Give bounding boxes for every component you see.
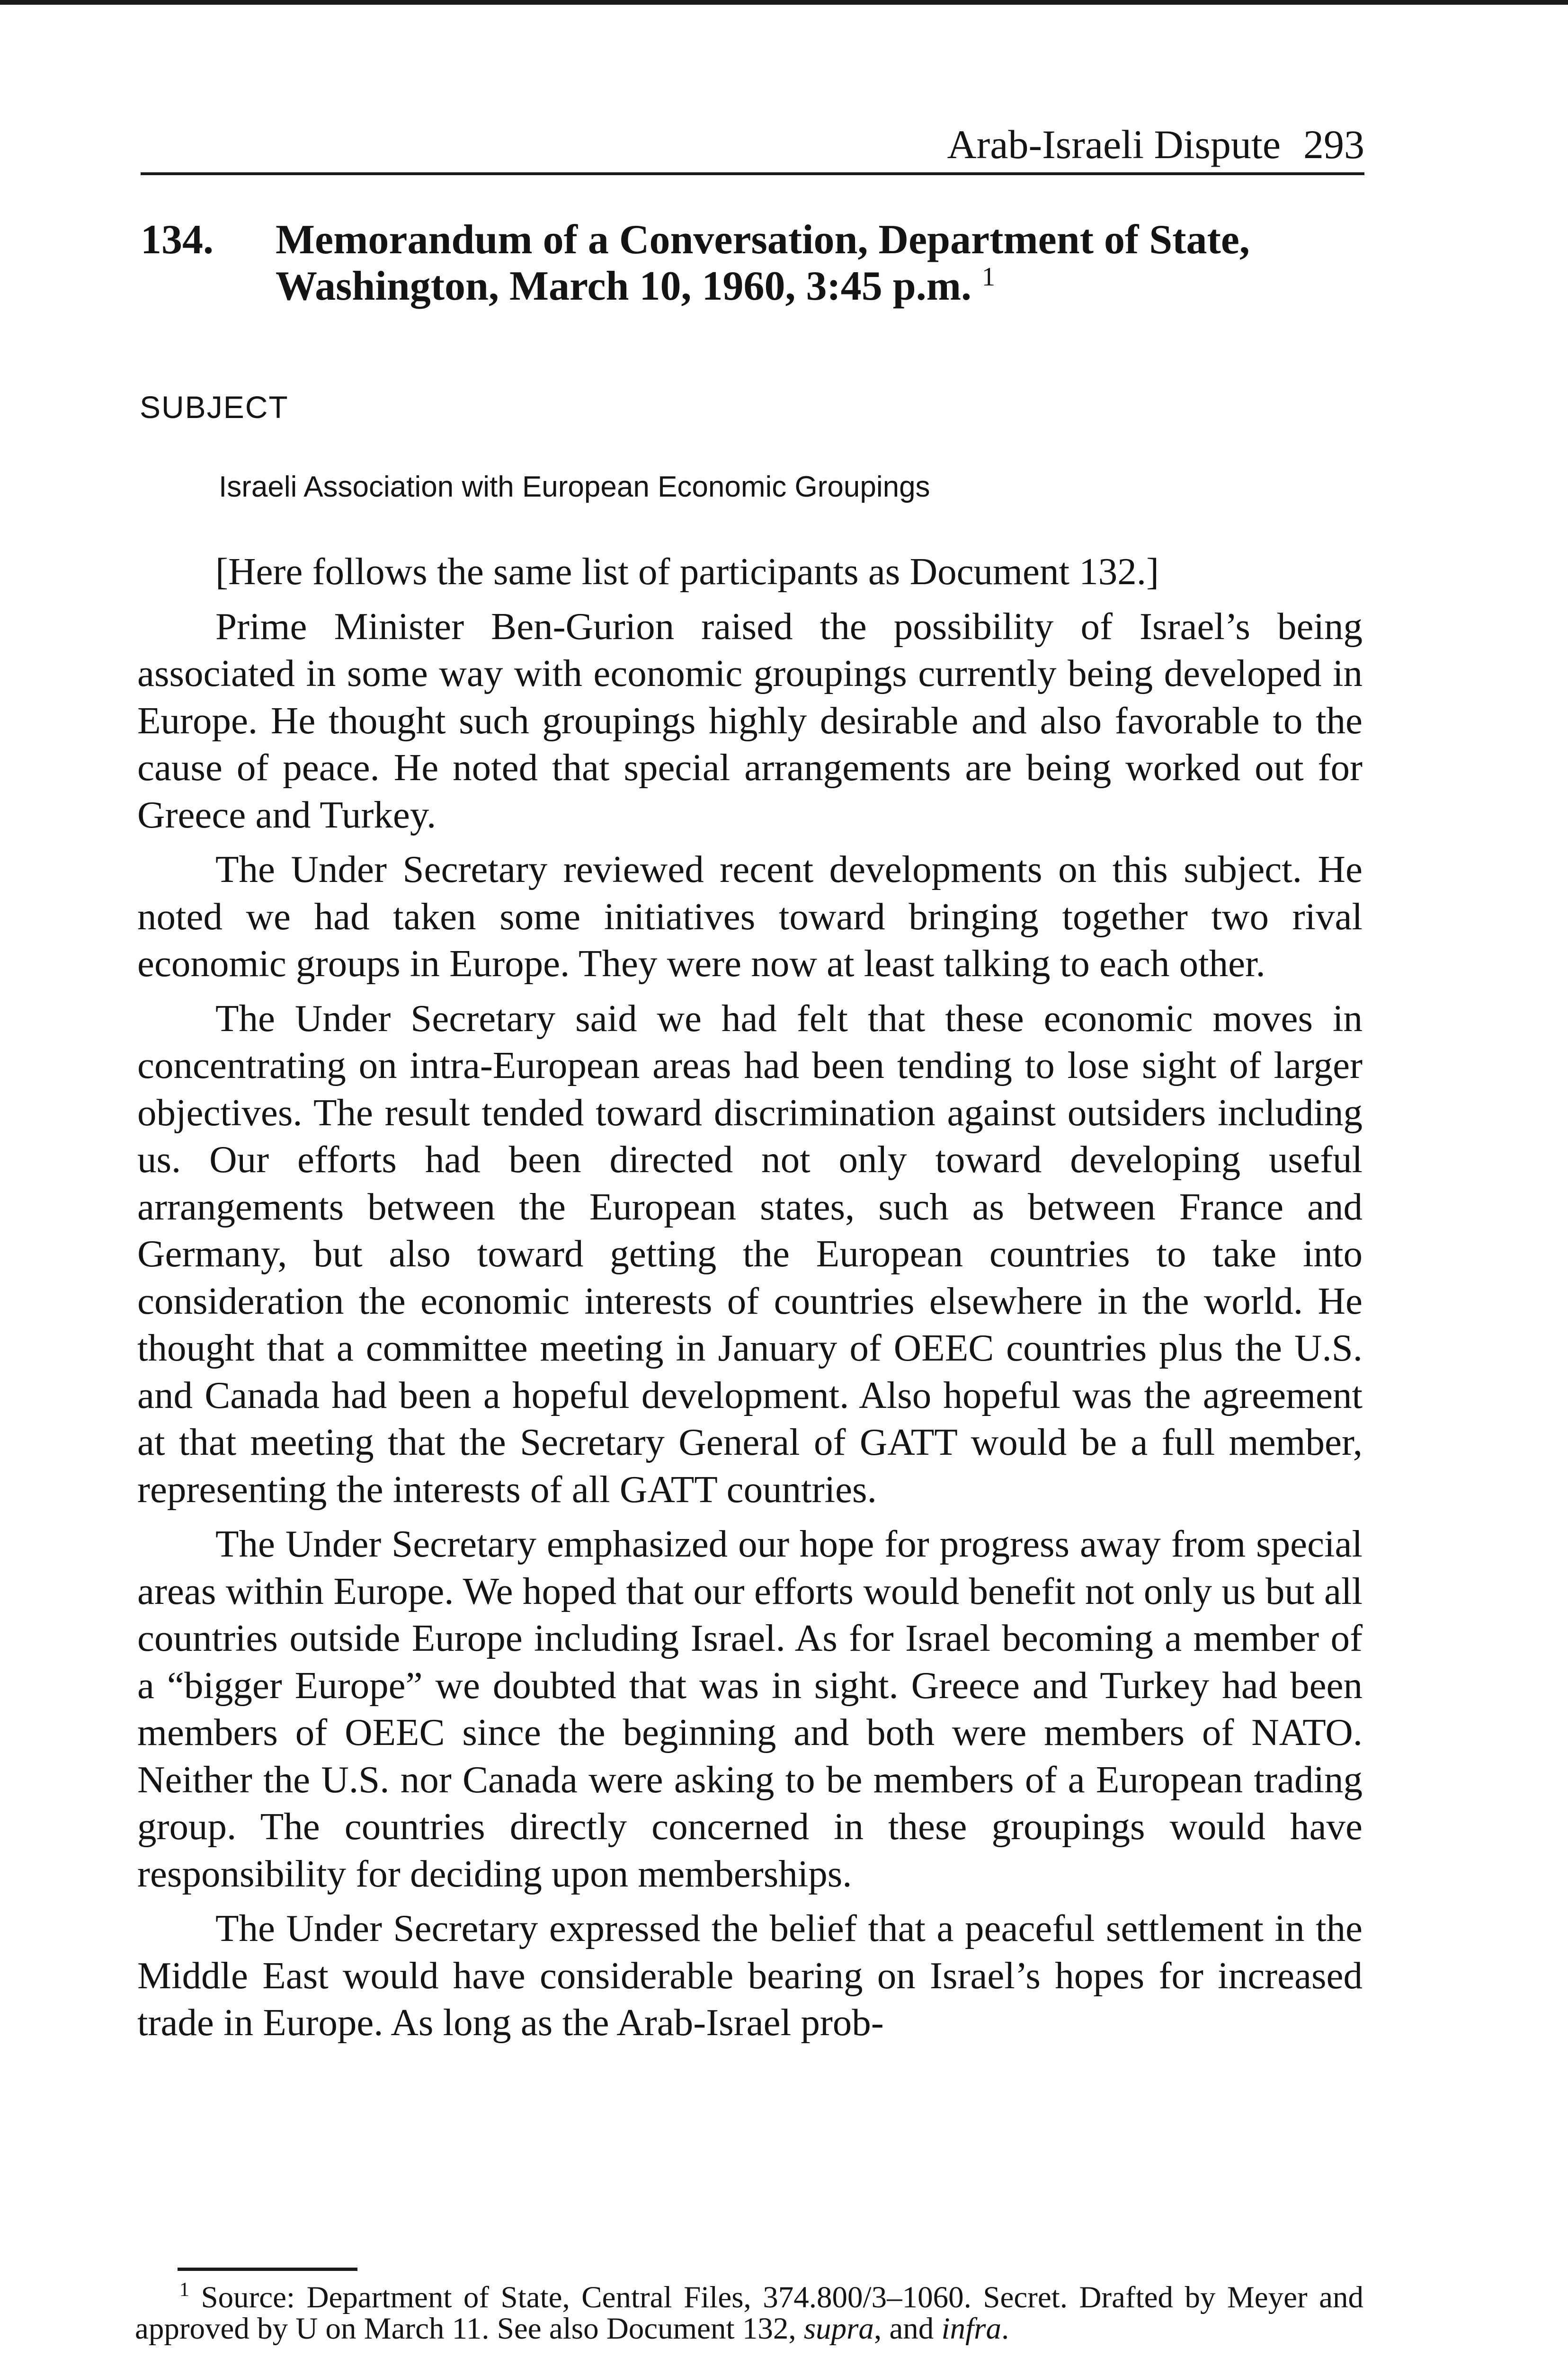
paragraph: The Under Secretary expressed the belief that a peaceful settlement in the Middle East would have considerable bearing on Israel’s hopes for increased trade in Europe. As long as the Arab-Israel prob- xyxy=(137,1907,1363,2044)
footnote-marker: 1 xyxy=(179,2279,189,2301)
subject-label: SUBJECT xyxy=(140,390,289,425)
footnote-text-end: . xyxy=(1001,2312,1009,2346)
page-top-edge xyxy=(0,0,1568,5)
paragraph: The Under Secretary said we had felt that these economic moves in concentrating on intra-European areas had been tending to lose sight of larger objectives. The result tended toward discrimination against outsiders including us. Our efforts had been directed not only toward developing useful arrangements between the European states, such as between France and Germany, but also toward getting the European countries to take into consideration the economic interests of countries elsewhere in the world. He thought that a committee meeting in January of OEEC countries plus the U.S. and Canada had been a hopeful development. Also hopeful was the agreement at that meeting that the Secretary General of GATT would be a full member, representing the interests of all GATT countries. xyxy=(137,997,1363,1511)
running-head xyxy=(141,118,1364,175)
document-number: 134. xyxy=(141,217,214,263)
footnote-infra: infra xyxy=(941,2312,1001,2346)
page-number: 293 xyxy=(1303,122,1364,167)
paragraph: Prime Minister Ben-Gurion raised the possibility of Israel’s being associated in some way with economic groupings currently being developed in Europe. He thought such groupings highly desirable and also favorable to the cause of peace. He noted that special arrangements are being worked out for Greece and Turkey. xyxy=(137,605,1363,836)
document-title-block xyxy=(276,217,1379,310)
paragraph-participants: [Here follows the same list of participants as Document 132.] xyxy=(215,550,1159,593)
footnote-supra: supra xyxy=(803,2312,874,2346)
subject-text: Israeli Association with European Economic Groupings xyxy=(219,471,930,503)
footnote xyxy=(135,2279,1363,2346)
footnote-text: Source: Department of State, Central Files, 374.800/3–1060. Secret. Drafted by Meyer and approved by U on March 11. See also Document 132, xyxy=(135,2280,1363,2346)
paragraph: The Under Secretary reviewed recent developments on this subject. He noted we had taken some initiatives toward bringing together two rival economic groups in Europe. They were now at least talking to each other. xyxy=(137,848,1363,985)
document-title: Memorandum of a Conversation, Department of State, Washington, March 10, 1960, 3:45 p.m. xyxy=(276,217,1250,309)
footnote-reference[interactable]: 1 xyxy=(982,262,996,292)
document-body xyxy=(137,548,1363,2047)
running-head-title: Arab-Israeli Dispute xyxy=(947,122,1281,167)
footnote-text-middle: , and xyxy=(873,2312,942,2346)
paragraph: The Under Secretary emphasized our hope for progress away from special areas within Europe. We hoped that our efforts would benefit not only us but all countries outside Europe including Israel. As for Israel becoming a member of a “bigger Europe” we doubted that was in sight. Greece and Turkey had been members of OEEC since the beginning and both were members of NATO. Neither the U.S. nor Canada were asking to be members of a European trading group. The countries directly concerned in these groupings would have responsibility for deciding upon memberships. xyxy=(137,1522,1363,1895)
footnote-divider xyxy=(178,2268,357,2271)
